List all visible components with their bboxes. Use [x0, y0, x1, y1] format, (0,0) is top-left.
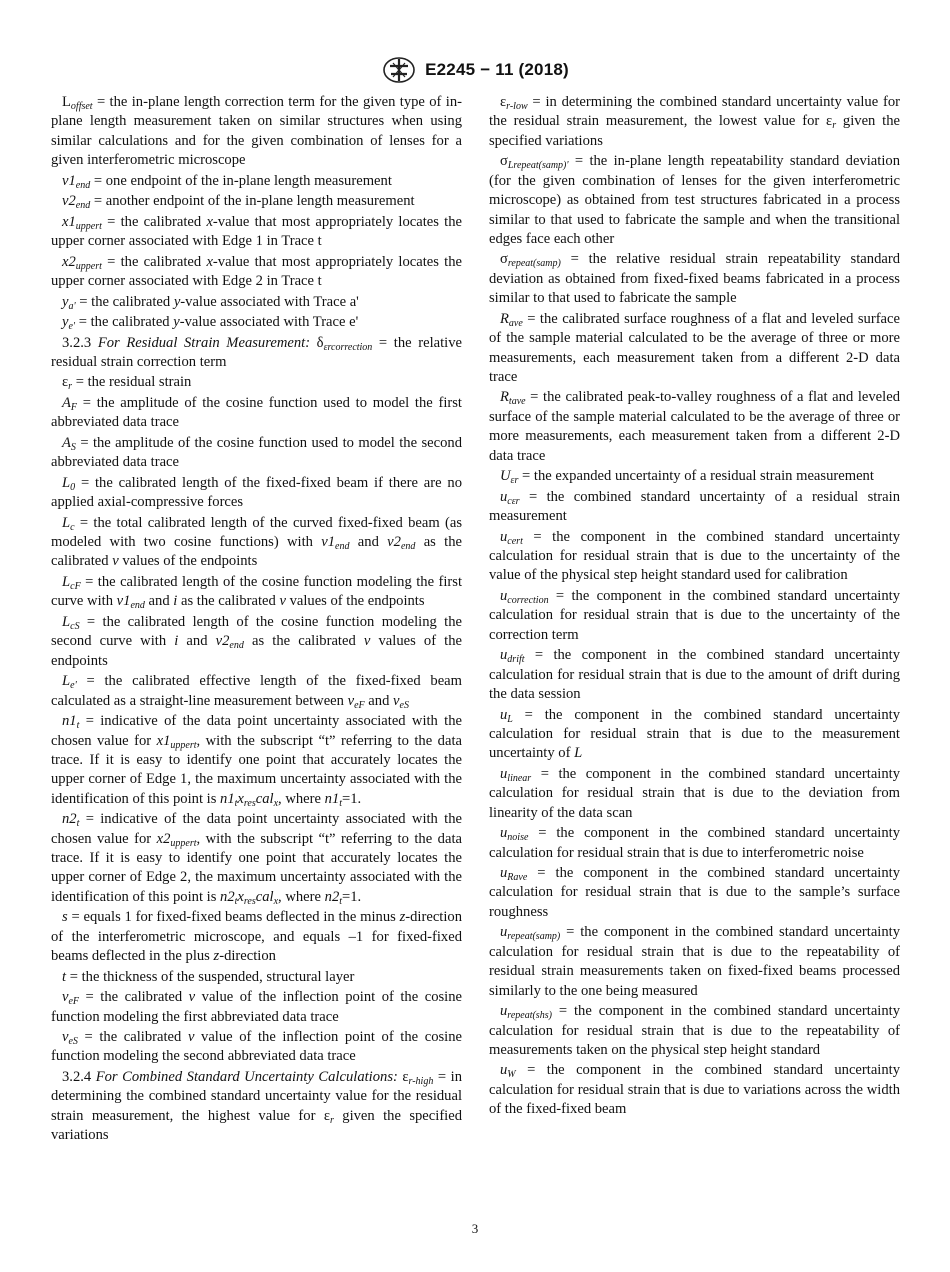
definition-paragraph: $U_{\varepsilon r}$ = the expanded uncertainty of a residual strain measurement — [500, 468, 874, 487]
definition-paragraph: $R_{tave}$ = the calibrated peak-to-valley roughness of a flat and leveled surface of the sample material calculated to be the average of three or more measurements, each measurement taken from a different 2-D data trace — [489, 389, 900, 464]
definition-paragraph: $u_{c\varepsilon r}$ = the combined standard uncertainty of a residual strain measurement — [489, 488, 900, 525]
definition-paragraph: 3.2.3 For Residual Strain Measurement: $\delta_{\varepsilon rcorrection}$ = the relative residual strain correction term — [51, 334, 462, 370]
definition-paragraph: s = equals 1 for fixed-fixed beams deflected in the minus z-direction of the interferometric microscope, and equals –1 for fixed-fixed beams deflected in the plus z-direction — [51, 909, 462, 965]
definition-paragraph: $x1_{uppert}$ = the calibrated x-value that most appropriately locates the upper corner associated with Edge 1 in Trace t — [51, 213, 462, 250]
definition-paragraph: $y_{e'}$ = the calibrated y-value associated with Trace e' — [62, 314, 359, 333]
definition-paragraph: $v1_{end}$ = one endpoint of the in-plane length measurement — [62, 172, 392, 191]
definition-paragraph: $A_S$ = the amplitude of the cosine function used to model the second abbreviated data trace — [51, 434, 462, 471]
definition-paragraph: $\varepsilon_r$ = the residual strain — [62, 374, 192, 393]
definition-paragraph: $u_L$ = the component in the combined standard uncertainty calculation for residual strain that is due to the measurement uncertainty of L — [489, 706, 900, 762]
definition-paragraph: $L_0$ = the calibrated length of the fixed-fixed beam if there are no applied axial-compressive forces — [51, 474, 462, 511]
definition-paragraph: $L_{cF}$ = the calibrated length of the cosine function modeling the first curve with $v1_{end}$ and i as the calibrated v values of the endpoints — [51, 573, 462, 612]
definition-paragraph: $R_{ave}$ = the calibrated surface roughness of a flat and leveled surface of the sample material calculated to be the average of three or more measurements, each measurement taken from a different 2-D data trace — [489, 310, 900, 385]
definition-paragraph: $y_{a'}$ = the calibrated y-value associated with Trace a' — [62, 293, 359, 312]
definition-paragraph: $L_c$ = the total calibrated length of the curved fixed-fixed beam (as modeled with two cosine functions) with $v1_{end}$ and $v2_{end}$ as the calibrated v values of the endpoints — [51, 514, 462, 570]
definition-paragraph: $A_F$ = the amplitude of the cosine function used to model the first abbreviated data trace — [51, 394, 462, 431]
definition-paragraph: $\varepsilon_{r-low}$ = in determining the combined standard uncertainty value for the residual strain measurement, the lowest value for $\varepsilon_r$ given the specified variations — [489, 94, 900, 149]
definition-paragraph: $L_{cS}$ = the calibrated length of the cosine function modeling the second curve with i and $v2_{end}$ as the calibrated v values of the endpoints — [51, 613, 463, 669]
definition-paragraph: t = the thickness of the suspended, structural layer — [62, 968, 355, 985]
definition-paragraph: $u_{correction}$ = the component in the combined standard uncertainty calculation for residual strain that is due to the uncertainty of the correction term — [489, 587, 900, 643]
definition-paragraph: $u_{cert}$ = the component in the combined standard uncertainty calculation for residual strain that is due to the uncertainty of the value of the physical step height standard used for calibration — [489, 528, 900, 584]
definition-paragraph: $n1_t$ = indicative of the data point uncertainty associated with the chosen value for $x1_{uppert}$, with the subscript “t” referring to the data trace. If it is easy to identify one point that accurately locates the upper corner of Edge 1, the maximum uncertainty associated with the identification of this point is $n1_tx_{res}cal_x$, where $n1_t=1$. — [51, 713, 462, 809]
definition-paragraph: $L_{e'}$ = the calibrated effective length of the fixed-fixed beam calculated as a straight-line measurement between $v_{eF}$ and $v_{eS}$ — [51, 673, 462, 711]
astm-logo — [381, 56, 417, 84]
definition-paragraph: $v_{eS}$ = the calibrated v value of the inflection point of the cosine function modeling the second abbreviated data trace — [51, 1029, 463, 1065]
definition-paragraph: $v2_{end}$ = another endpoint of the in-plane length measurement — [62, 193, 415, 212]
definition-paragraph: $\sigma_{repeat(samp)}$ = the relative residual strain repeatability standard deviation as obtained from fixed-fixed beams fabricated in a process similar to that used to fabricate the sample — [489, 251, 900, 307]
page-header — [0, 56, 950, 84]
definition-paragraph: $\sigma_{Lrepeat(samp)'}$ = the in-plane length repeatability standard deviation (for the given combination of lenses for the given interferometric microscope) as obtained from test structures fabricated in a process similar to that used to fabricate the sample and when the transitional edges face each other — [489, 153, 900, 247]
definition-paragraph: 3.2.4 For Combined Standard Uncertainty Calculations: $\varepsilon_{r-high}$ = in determining the combined standard uncertainty value for the residual strain measurement, the highest value for $\varepsilon_r$ given the specified variations — [51, 1068, 463, 1144]
definition-paragraph: $n2_t$ = indicative of the data point uncertainty associated with the chosen value for $x2_{uppert}$, with the subscript “t” referring to the data trace. If it is easy to identify one point that accurately locates the upper corner of Edge 2, the maximum uncertainty associated with the identification of this point is $n2_tx_{res}cal_x$, where $n2_t=1$. — [51, 811, 462, 907]
definition-paragraph: $L_{offset}$ = the in-plane length correction term for the given type of in-plane length measurement taken on similar structures when using similar calculations and for the given combination of lenses for a given interferometric microscope — [51, 94, 462, 169]
left-column — [51, 93, 462, 1147]
definition-paragraph: $u_{noise}$ = the component in the combined standard uncertainty calculation for residual strain that is due to interferometric noise — [489, 825, 900, 861]
definition-paragraph: $v_{eF}$ = the calibrated v value of the inflection point of the cosine function modeling the first abbreviated data trace — [51, 989, 462, 1025]
definition-paragraph: $u_{linear}$ = the component in the combined standard uncertainty calculation for residual strain that is due to the deviation from linearity of the data scan — [489, 765, 900, 821]
definition-paragraph: $u_{drift}$ = the component in the combined standard uncertainty calculation for residual strain that is due to the amount of drift during the data session — [489, 647, 900, 703]
definition-paragraph: $u_{Rave}$ = the component in the combined standard uncertainty calculation for residual strain that is due to the sample’s surface roughness — [489, 865, 900, 920]
page-number: 3 — [471, 1221, 479, 1236]
definition-paragraph: $x2_{uppert}$ = the calibrated x-value that most appropriately locates the upper corner associated with Edge 2 in Trace t — [51, 253, 462, 290]
right-column — [489, 93, 900, 1121]
definition-paragraph: $u_{repeat(samp)}$ = the component in the combined standard uncertainty calculation for residual strain that is due to the repeatability of residual strain measurements taken on fixed-fixed beams processed similarly to the one being measured — [489, 924, 900, 999]
definition-paragraph: $u_W$ = the component in the combined standard uncertainty calculation for residual strain that is due to variations across the width of the fixed-fixed beam — [489, 1062, 900, 1118]
definition-paragraph: $u_{repeat(shs)}$ = the component in the combined standard uncertainty calculation for residual strain that is due to the repeatability of measurements taken on the physical step height standard — [489, 1003, 900, 1058]
standard-designation: E2245 − 11 (2018) — [425, 60, 569, 79]
